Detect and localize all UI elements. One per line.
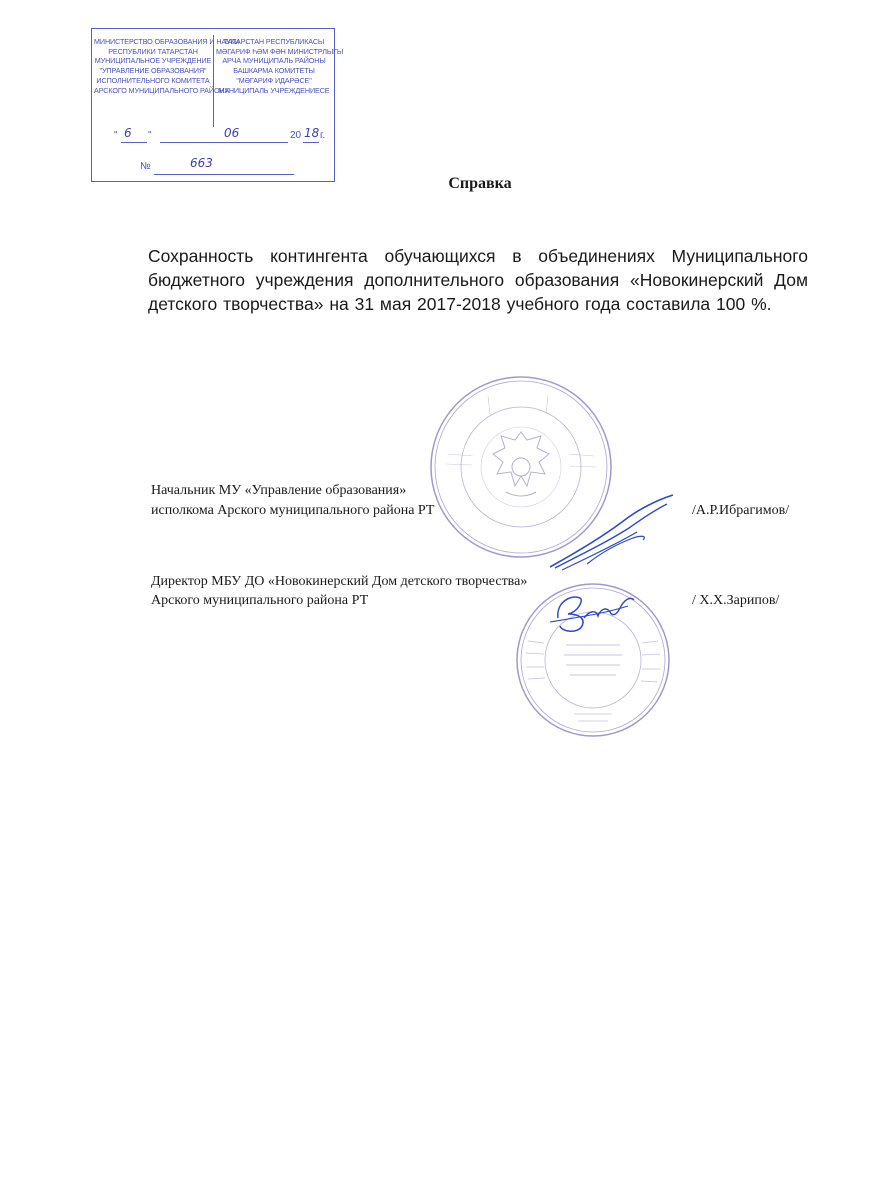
date-month: 06 <box>224 126 240 140</box>
date-year-suffix: г. <box>320 130 326 141</box>
signatory-1-position: Начальник МУ «Управление образования» <box>151 483 407 498</box>
stamp-russian-block <box>94 37 240 95</box>
stamp-line: "УПРАВЛЕНИЕ ОБРАЗОВАНИЯ" <box>99 66 207 76</box>
date-year-prefix: 20 <box>290 130 302 141</box>
date-quote-close: " <box>148 130 152 141</box>
date-day: 6 <box>124 126 132 140</box>
stamp-line: МИНИСТЕРСТВО ОБРАЗОВАНИЯ И НАУКИ <box>94 37 240 46</box>
stamp-line: МУНИЦИПАЛЬ УЧРЕЖДЕНИЕСЕ <box>218 85 330 95</box>
date-year: 18 <box>304 126 320 140</box>
signatory-1-name: /А.Р.Ибрагимов/ <box>692 503 790 518</box>
stamp-line: ИСПОЛНИТЕЛЬНОГО КОМИТЕТА <box>96 75 210 85</box>
date-underline <box>160 142 288 143</box>
date-underline <box>121 142 147 143</box>
signature-icon <box>547 492 677 572</box>
corner-stamp <box>91 28 344 182</box>
stamp-line: ТАТАРСТАН РЕСПУБЛИКАСЫ <box>223 37 325 46</box>
date-underline <box>303 142 319 143</box>
number-label: № <box>140 161 151 172</box>
stamp-line: АРЧА МУНИЦИПАЛЬ РАЙОНЫ <box>222 56 326 66</box>
document-title: Справка <box>448 175 512 192</box>
date-quote-open: " <box>114 130 118 141</box>
signatory-1-organization: исполкома Арского муниципального района РТ <box>151 503 435 518</box>
signatory-2-name: / Х.Х.Зарипов/ <box>692 593 780 608</box>
stamp-line: МӘГАРИФ ҺӘМ ФӘН МИНИСТРЛЫГЫ <box>216 46 344 56</box>
signatory-2-position: Директор МБУ ДО «Новокинерский Дом детского творчества» <box>151 574 528 589</box>
stamp-line: РЕСПУБЛИКИ ТАТАРСТАН <box>108 46 198 56</box>
stamp-line: АРСКОГО МУНИЦИПАЛЬНОГО РАЙОНА <box>94 85 230 95</box>
stamp-tatar-block <box>216 37 344 95</box>
number-value: 663 <box>190 156 213 170</box>
stamp-line: МУНИЦИПАЛЬНОЕ УЧРЕЖДЕНИЕ <box>94 56 212 66</box>
document-body: Сохранность контингента обучающихся в объединениях Муниципального бюджетного учреждения дополнительного образования «Новокинерский Дом детского творчества» на 31 мая 2017-2018 учебного года составила 100 %. <box>148 246 808 314</box>
signature-icon <box>548 588 638 638</box>
signatory-2-organization: Арского муниципального района РТ <box>151 593 369 608</box>
stamp-divider <box>213 35 214 127</box>
stamp-line: "МӘГАРИФ ИДАРӘСЕ" <box>236 75 312 85</box>
stamp-date <box>114 126 328 146</box>
stamp-line: БАШКАРМА КОМИТЕТЫ <box>233 66 315 76</box>
